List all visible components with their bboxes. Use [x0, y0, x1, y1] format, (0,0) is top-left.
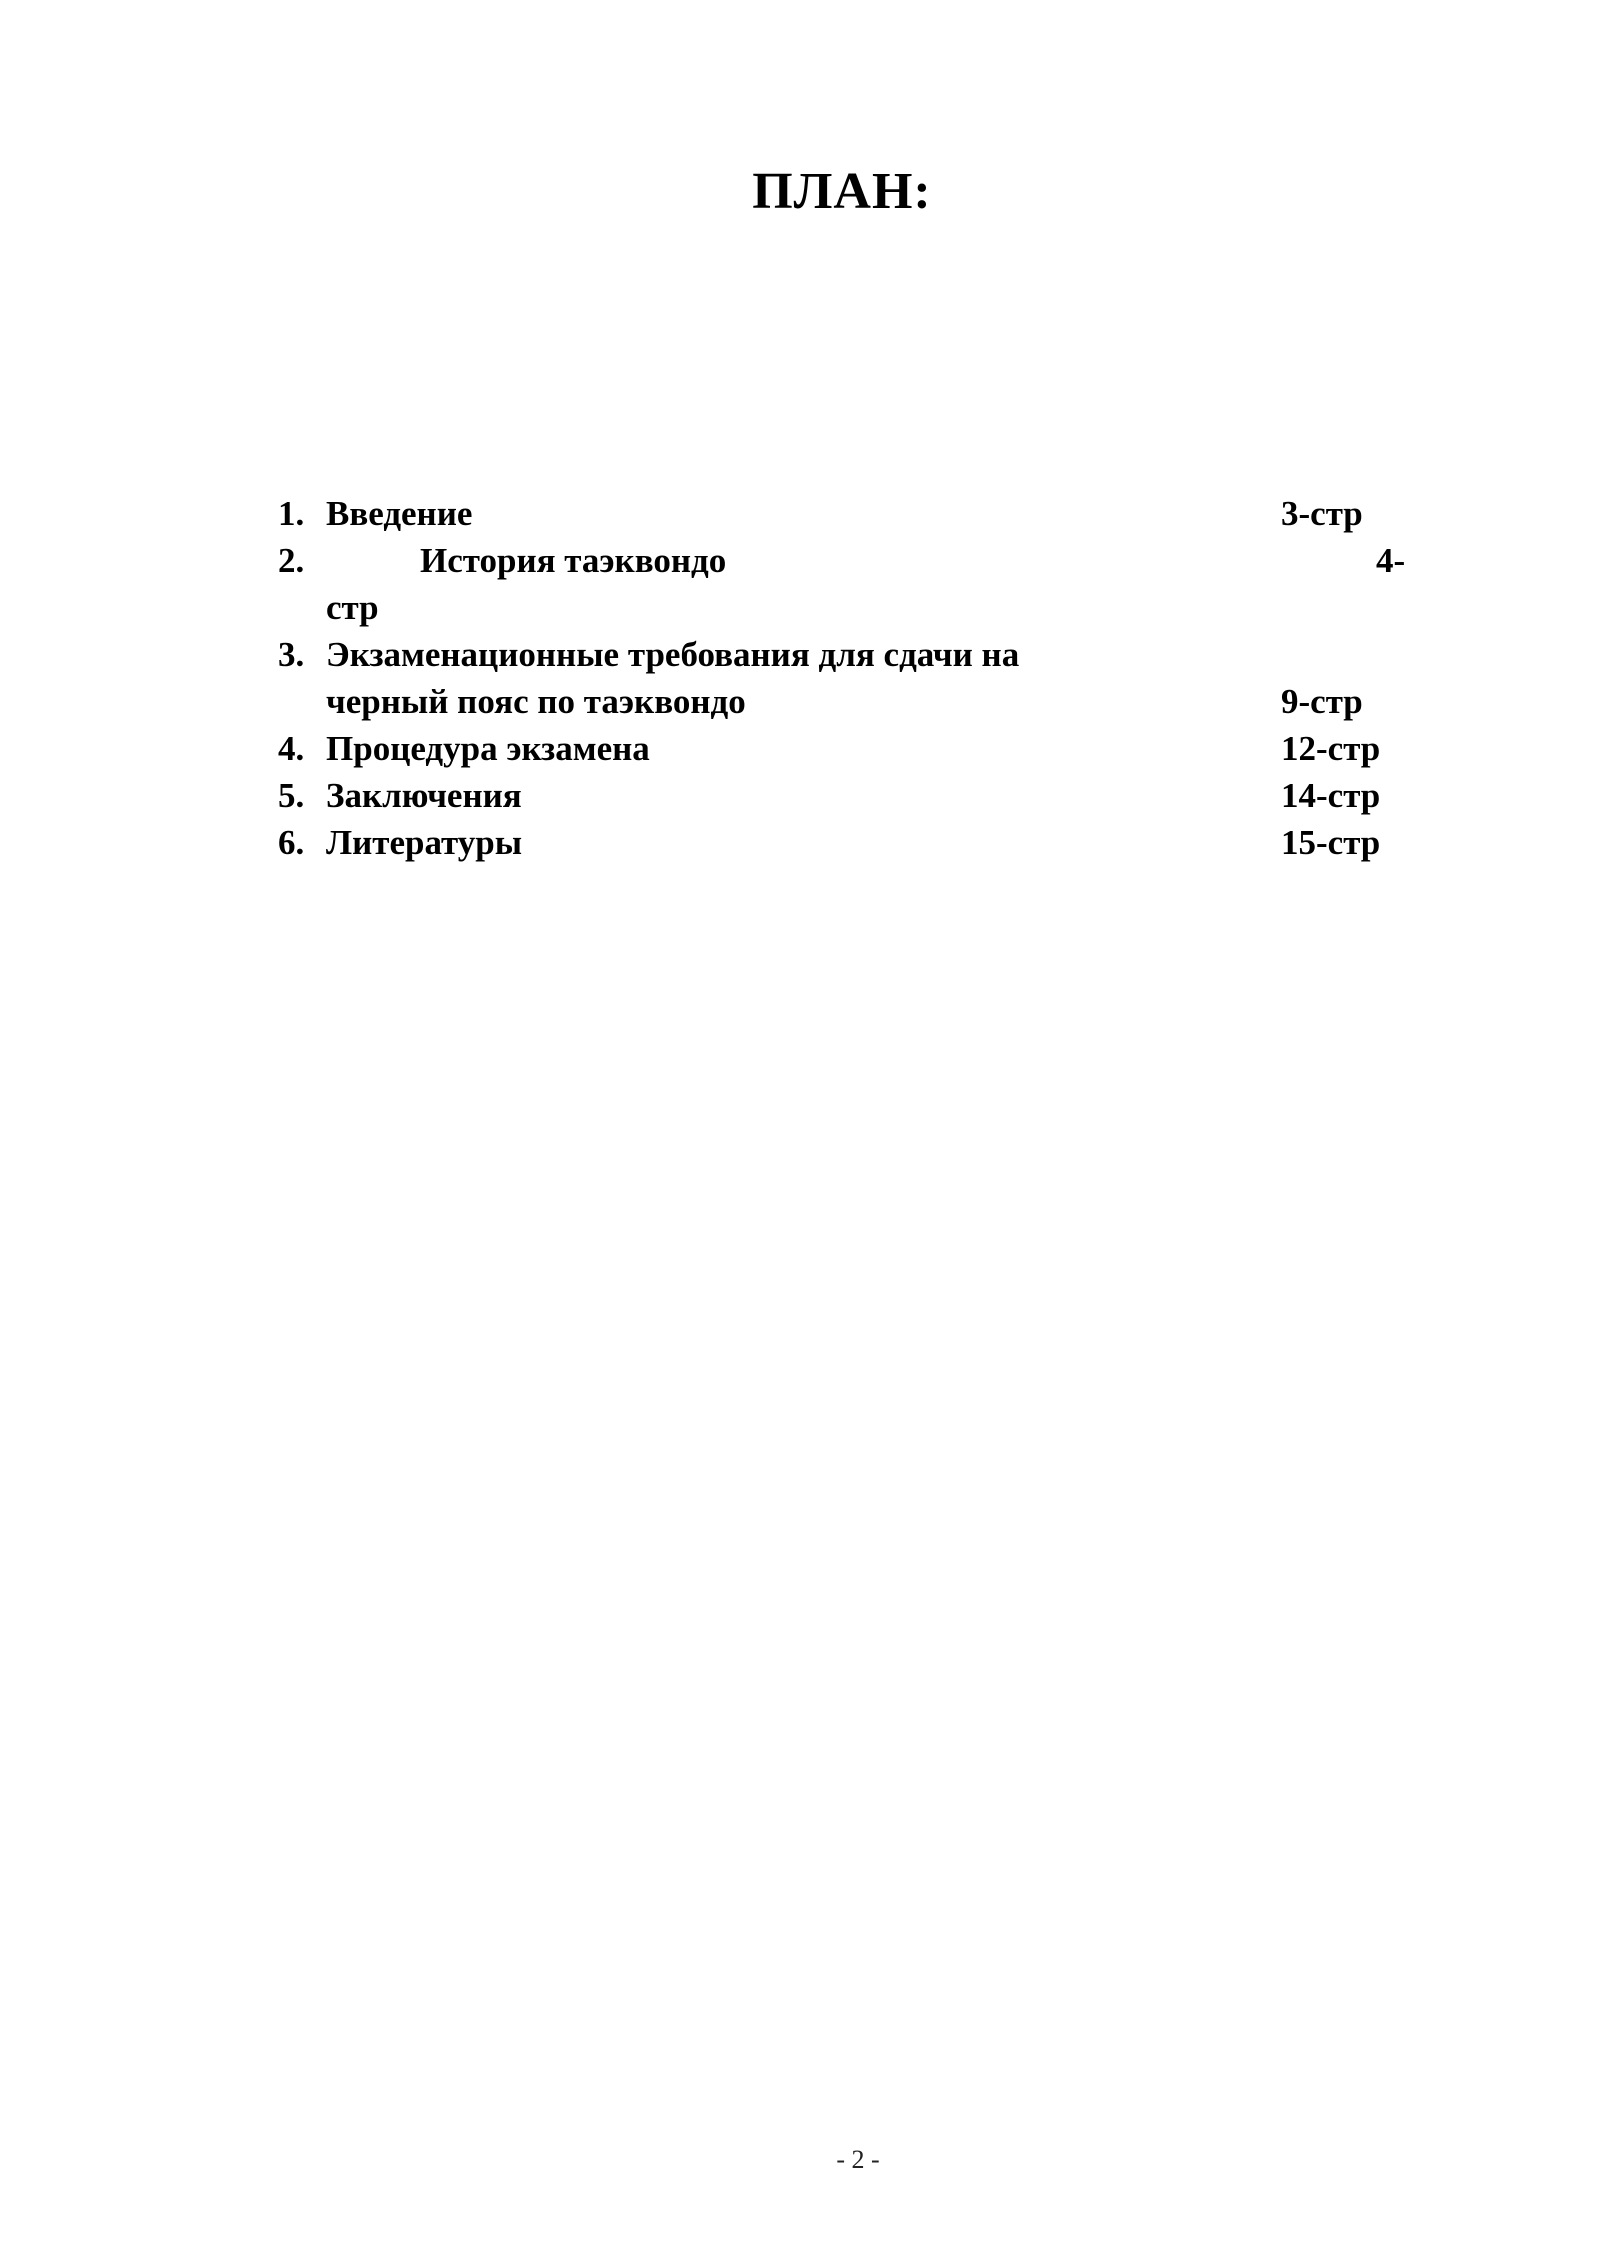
toc-item-4	[278, 725, 1418, 772]
toc-item-label: Процедура экзамена	[326, 729, 650, 768]
toc-item-3-continuation	[278, 678, 1418, 725]
toc-item-label: История таэквондо	[420, 541, 727, 580]
toc-item-label-continuation: черный пояс по таэквондо	[326, 682, 746, 721]
toc-item-6	[278, 819, 1418, 866]
toc-item-3	[278, 631, 1418, 678]
toc-item-number: 3.	[278, 635, 305, 674]
toc-item-label: Заключения	[326, 776, 522, 815]
toc-item-label: Экзаменационные требования для сдачи на	[326, 635, 1020, 674]
toc-item-number: 6.	[278, 823, 305, 862]
toc-item-page: 3-стр	[1281, 494, 1363, 533]
toc-item-2	[278, 537, 1418, 584]
toc-item-5	[278, 772, 1418, 819]
toc-item-label: Введение	[326, 494, 473, 533]
toc-item-page: 9-стр	[1281, 682, 1363, 721]
toc-item-page: 4-	[1376, 541, 1406, 580]
page-title: ПЛАН:	[752, 163, 932, 220]
toc-item-label: Литературы	[326, 823, 523, 862]
toc-item-1	[278, 490, 1418, 537]
toc-item-label-continuation: стр	[326, 588, 379, 627]
table-of-contents	[278, 490, 1418, 866]
toc-item-number: 4.	[278, 729, 305, 768]
toc-item-page: 15-стр	[1281, 823, 1381, 862]
toc-item-page: 12-стр	[1281, 729, 1381, 768]
toc-item-number: 2.	[278, 541, 305, 580]
toc-item-number: 1.	[278, 494, 305, 533]
page-number: - 2 -	[836, 2145, 880, 2174]
toc-item-number: 5.	[278, 776, 305, 815]
toc-item-2-continuation	[278, 584, 1418, 631]
toc-item-page: 14-стр	[1281, 776, 1381, 815]
